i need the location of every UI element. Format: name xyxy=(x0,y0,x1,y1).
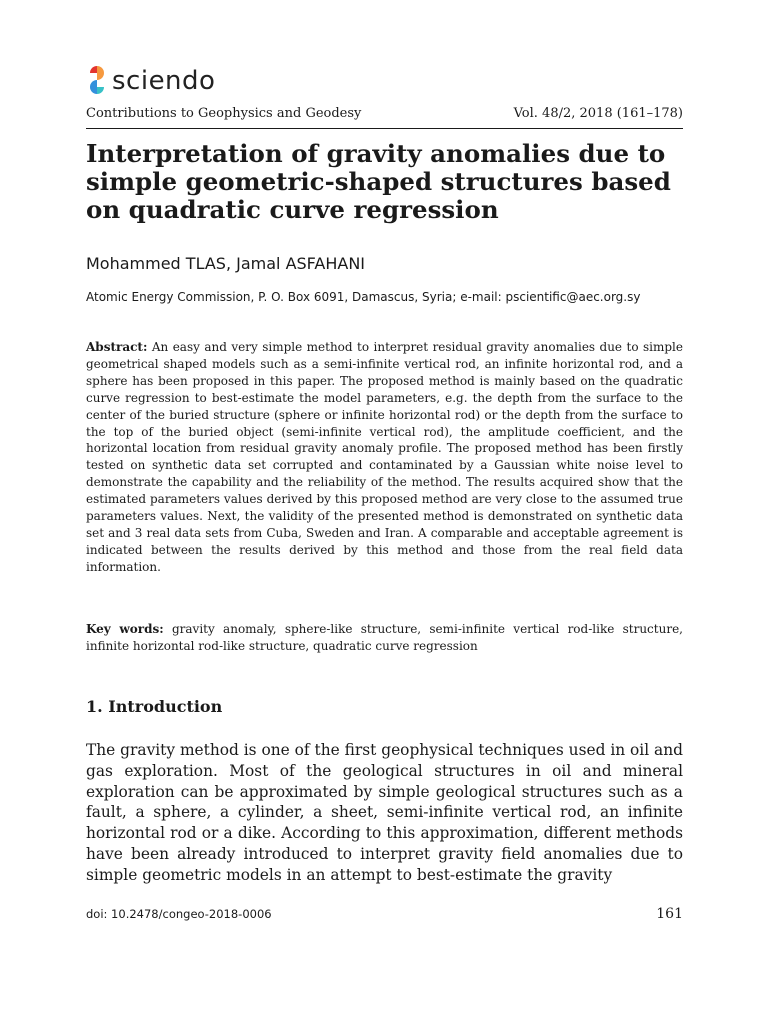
keywords-label: Key words: xyxy=(86,622,164,636)
keywords xyxy=(86,621,683,655)
sciendo-logo-icon xyxy=(86,64,108,98)
abstract-text: An easy and very simple method to interpret residual gravity anomalies due to simple geometrical shaped models such as a semi-infinite vertical rod, an infinite horizontal rod, and a sphere has been proposed in this paper. The proposed method is mainly based on the quadratic curve regression to best-estimate the model parameters, e.g. the depth from the surface to the center of the buried structure (sphere or infinite horizontal rod) or the depth from the surface to the top of the buried object (semi-infinite vertical rod), the amplitude coefficient, and the horizontal location from residual gravity anomaly profile. The proposed method has been firstly tested on synthetic data set corrupted and contaminated by a Gaussian white noise level to demonstrate the capability and the reliability of the method. The results acquired show that the estimated parameters values derived by this proposed method are very close to the assumed true parameters values. Next, the validity of the presented method is demonstrated on synthetic data set and 3 real data sets from Cuba, Sweden and Iran. A comparable and acceptable agreement is indicated between the results derived by this method and those from the real field data information. xyxy=(86,340,683,574)
author-list: Mohammed TLAS, Jamal ASFAHANI xyxy=(86,254,366,273)
section-heading: 1. Introduction xyxy=(86,697,223,716)
abstract xyxy=(86,339,683,576)
volume-info: Vol. 48/2, 2018 (161–178) xyxy=(513,106,683,121)
author-affiliation: Atomic Energy Commission, P. O. Box 6091, Damascus, Syria; e-mail: pscientific@aec.org.sy xyxy=(86,290,641,304)
doi-link[interactable]: doi: 10.2478/congeo-2018-0006 xyxy=(86,907,272,921)
logo-text: sciendo xyxy=(112,66,216,96)
running-header xyxy=(86,106,683,121)
page-number: 161 xyxy=(656,906,683,922)
keywords-text: gravity anomaly, sphere-like structure, semi-infinite vertical rod-like structure, infinite horizontal rod-like structure, quadratic curve regression xyxy=(86,622,683,653)
introduction-paragraph: The gravity method is one of the first geophysical techniques used in oil and gas exploration. Most of the geological structures in oil and mineral exploration can be approximated by simple geological structures such as a fault, a sphere, a cylinder, a sheet, semi-infinite vertical rod, an infinite horizontal rod or a dike. According to this approximation, different methods have been already introduced to interpret gravity field anomalies due to simple geometric models in an attempt to best-estimate the gravity xyxy=(86,741,683,884)
abstract-label: Abstract: xyxy=(86,340,148,354)
header-divider xyxy=(86,128,683,129)
publisher-logo xyxy=(86,64,215,98)
paper-title: Interpretation of gravity anomalies due to simple geometric-shaped structures based on quadratic curve regression xyxy=(86,139,671,224)
page-footer xyxy=(86,906,683,922)
journal-name: Contributions to Geophysics and Geodesy xyxy=(86,106,362,121)
